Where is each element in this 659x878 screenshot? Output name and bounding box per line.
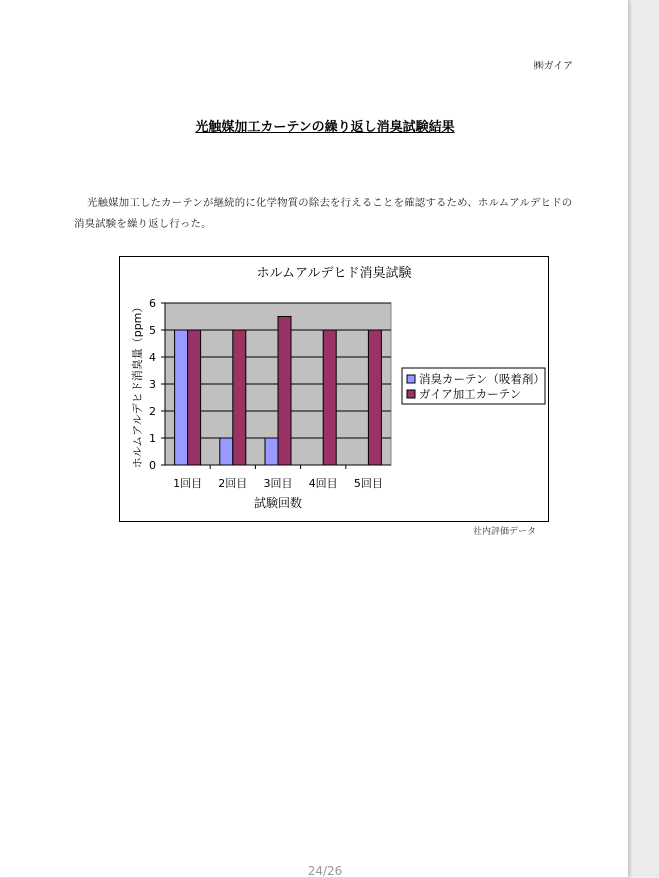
y-tick-label: 5 xyxy=(149,324,156,337)
y-tick-label: 6 xyxy=(149,297,156,310)
y-axis-label: ホルムアルデヒド消臭量（ppm） xyxy=(131,301,144,469)
legend-label: ガイア加工カーテン xyxy=(419,387,522,401)
bar-adsorbent-3 xyxy=(265,438,278,465)
x-tick-label: 4回目 xyxy=(308,477,338,490)
bar-adsorbent-2 xyxy=(220,438,233,465)
bar-gaia-2 xyxy=(233,330,246,465)
x-tick-label: 3回目 xyxy=(263,477,293,490)
y-tick-label: 3 xyxy=(149,378,156,391)
bar-chart xyxy=(120,257,548,521)
chart-title: ホルムアルデヒド消臭試験 xyxy=(256,266,412,281)
bar-gaia-3 xyxy=(278,317,291,466)
bar-gaia-4 xyxy=(323,330,336,465)
legend-label: 消臭カーテン（吸着剤） xyxy=(419,372,545,386)
bar-gaia-1 xyxy=(188,330,201,465)
chart-legend xyxy=(402,368,545,404)
document-title: 光触媒加工カーテンの繰り返し消臭試験結果 xyxy=(195,120,455,135)
x-axis-label: 試験回数 xyxy=(253,496,303,510)
y-tick-label: 2 xyxy=(149,405,156,418)
x-tick-label: 1回目 xyxy=(173,477,203,490)
y-axis-ticks xyxy=(149,297,165,472)
data-source-note: 社内評価データ xyxy=(472,527,536,537)
chart-container xyxy=(119,256,549,522)
legend-swatch xyxy=(407,390,415,398)
x-tick-label: 5回目 xyxy=(353,477,383,490)
x-axis-ticks xyxy=(173,465,383,490)
legend-swatch xyxy=(407,375,415,383)
bar-gaia-5 xyxy=(368,330,381,465)
page-number: 24/26 xyxy=(307,864,343,878)
bar-adsorbent-1 xyxy=(175,330,188,465)
y-tick-label: 0 xyxy=(149,459,156,472)
body-paragraph: 光触媒加工したカーテンが継続的に化学物質の除去を行えることを確認するため、ホルムアルデヒドの消臭試験を繰り返し行った。 xyxy=(74,197,573,230)
x-tick-label: 2回目 xyxy=(218,477,248,490)
y-tick-label: 4 xyxy=(149,351,156,364)
y-tick-label: 1 xyxy=(149,432,156,445)
company-name: ㈱ガイア xyxy=(533,61,573,72)
